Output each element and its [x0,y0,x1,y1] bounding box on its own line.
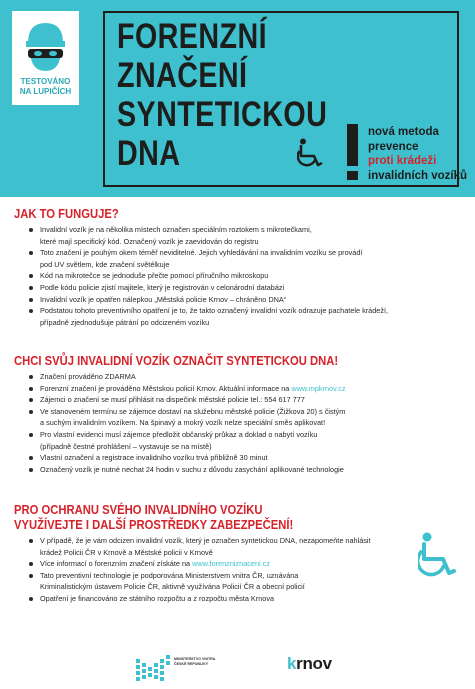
list-item-continuation: (případně čestné prohlášení – vystavuje se na místě) [40,441,212,451]
subtitle [368,125,467,183]
item-text: Více informací o forenzním značení získáte na [40,559,191,569]
list-item-continuation: Kriminalistickým ústavem Policie ČR, aktivně využívána Policií ČR a obecní policií [40,582,305,592]
bullet-list [14,224,464,328]
title-line-1: FORENZNÍ [117,17,267,56]
list-item: Kód na mikrotečce se jednoduše přečte pomocí příručního mikroskopu [14,270,464,282]
ministry-line-2: ČESKÉ REPUBLIKY [174,662,209,666]
list-item-continuation: krádež Policii ČR v Krnově a Městské policii v Krnově [40,547,213,557]
forenzniznaceni-link[interactable]: www.forenzniznaceni.cz [192,559,270,569]
list-item: Podstatou tohoto preventivního opatření je to, že takto označený invalidní vozík odrazuje pachatele krádeží, [14,305,464,317]
item-text: Forenzní značení je prováděno Městskou policií Krnov. Aktuální informace na [40,383,290,393]
badge-line-1: TESTOVÁNO [20,77,71,86]
list-item-continuation: případně zjednodušuje pátrání po odcizeném vozíku [40,317,210,327]
krnov-logo-text: rnov [296,654,332,673]
section-heading: JAK TO FUNGUJE? [14,207,119,221]
list-item: Značení prováděno ZDARMA [14,371,464,383]
list-item [14,383,464,395]
subtitle-line-4: invalidních vozíků [368,169,468,182]
list-item: Tato preventivní technologie je podporována Ministerstvem vnitra ČR, uznávána [14,570,464,582]
title-frame [103,11,468,187]
exclamation-mark-icon [347,124,358,166]
list-item: Opatření je financováno ze státního rozpočtu a z rozpočtu města Krnova [14,593,464,605]
subtitle-line-3: proti krádeži [368,155,437,167]
list-item-continuation: pod UV světlem, kde značení světélkuje [40,259,170,269]
section-heading-line-1: PRO OCHRANU SVÉHO INVALIDNÍHO VOZÍKU [14,503,263,517]
mpkrnov-link[interactable]: www.mpkrnov.cz [291,383,346,393]
title-line-4: DNA [117,134,181,173]
header-banner [0,0,475,197]
badge-text [12,77,79,97]
title-line-3: SYNTETICKOU [117,95,328,134]
list-item: Označený vozík je nutné nechat 24 hodin v suchu z důvodu zasychání aplikované technologie [14,464,464,476]
krnov-logo-prefix: k [287,654,297,673]
bullet-list [14,535,464,605]
krnov-logo [287,654,332,674]
section-how-to-mark [14,354,464,475]
subtitle-line-1: nová metoda [368,126,439,138]
list-item: Ve stanoveném termínu se zájemce dostaví na služebnu městské policie (Žižkova 20) s čistým [14,406,464,418]
section-protection [14,503,464,605]
list-item: Zájemci o značení se musí přihlásit na dispečink městské policie tel.: 554 617 777 [14,394,464,406]
list-item-continuation: a suchým invalidním vozíkem. Na špinavý a mokrý vozík nelze speciální směs aplikovat! [40,418,326,428]
list-item: Toto značení je pouhým okem téměř neviditelné. Jejich vyhledávání na invalidním vozíku se provádí [14,247,464,259]
exclamation-dot [347,171,358,180]
list-item: Vlastní označení a registrace invalidního vozíku trvá přibližně 30 minut [14,452,464,464]
list-item [14,558,464,570]
list-item: Invalidní vozík je na několika místech označen speciálním roztokem s mikrotečkami, [14,224,464,236]
wheelchair-icon [297,138,329,170]
list-item-continuation: které mají specifický kód. Označený vozík je zaevidován do registru [40,236,259,246]
ministry-logo-icon [136,653,170,681]
section-how-it-works [14,207,464,328]
thief-mask-icon [22,19,69,74]
list-item: Invalidní vozík je opatřen nálepkou „Městská policie Krnov – chráněno DNA“ [14,294,464,306]
list-item: V případě, že je vám odcizen invalidní vozík, který je označen syntetickou DNA, nezapomeňte nahlásit [14,535,464,547]
title-line-2: ZNAČENÍ [117,56,248,95]
bullet-list [14,371,464,475]
section-heading-line-2: VYUŽÍVEJTE I DALŠÍ PROSTŘEDKY ZABEZPEČENÍ! [14,518,294,532]
badge-line-2: NA LUPIČÍCH [19,87,72,96]
ministry-line-1: MINISTERSTVO VNITRA [174,657,216,661]
subtitle-line-2: prevence [368,140,419,153]
list-item: Pro vlastní evidenci musí zájemce předložit občanský průkaz a doklad o nabytí vozíku [14,429,464,441]
tested-badge [12,11,79,105]
wheelchair-icon [418,532,464,582]
list-item: Podle kódu policie zjistí majitele, který je registrován v celonárodní databázi [14,282,464,294]
section-heading: CHCI SVŮJ INVALIDNÍ VOZÍK OZNAČIT SYNTETICKOU DNA! [14,354,339,368]
ministry-logo-text [174,657,215,667]
page-title [117,17,327,173]
